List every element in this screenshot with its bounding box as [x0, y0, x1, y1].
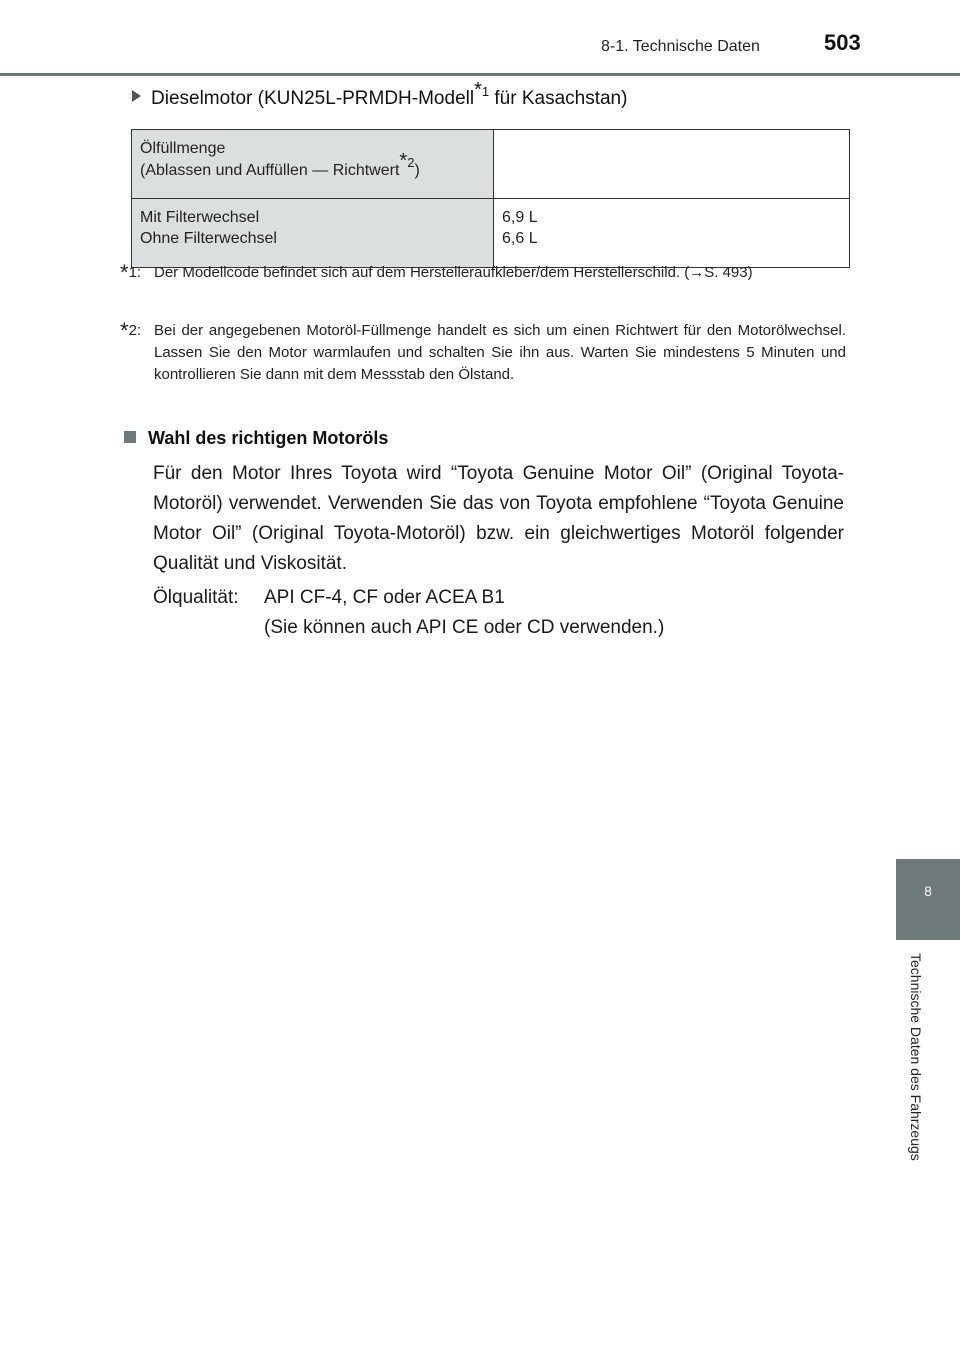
row-label: Ohne Filterwechsel	[140, 230, 277, 247]
spec-value: API CF-4, CF oder ACEA B1	[264, 587, 505, 608]
footnote-text: Der Modellcode befindet sich auf dem Herstelleraufkleber/dem Herstellerschild. (→S. 493)	[154, 264, 753, 281]
chapter-number: 8	[924, 883, 932, 899]
table-header-row	[132, 130, 850, 199]
row-label: Mit Filterwechsel	[140, 209, 260, 226]
table-label-cell	[132, 199, 494, 268]
oil-quality-line	[153, 587, 505, 609]
footnote-1	[120, 262, 846, 284]
row-value: 6,9 L	[502, 209, 538, 226]
footnote-mark: *2:	[120, 318, 142, 343]
oil-capacity-table	[131, 129, 850, 268]
footnote-2	[120, 320, 846, 386]
table-header-cell	[132, 130, 494, 199]
spec-label: Ölqualität:	[153, 587, 239, 608]
subheading-text: Dieselmotor (KUN25L-PRMDH-Modell	[151, 88, 475, 109]
footnote-ref-1: *1	[474, 79, 490, 101]
engine-subheading	[132, 79, 628, 110]
table-header-value-cell	[494, 130, 850, 199]
oil-quality-note: (Sie können auch API CE oder CD verwenden.)	[264, 617, 665, 638]
header-line-1: Ölfüllmenge	[140, 140, 226, 157]
table-value-cell	[494, 199, 850, 268]
row-value: 6,6 L	[502, 230, 538, 247]
chapter-title: Technische Daten des Fahrzeugs	[908, 953, 924, 1161]
page-number: 503	[824, 30, 861, 55]
square-bullet-icon	[124, 431, 136, 443]
triangle-bullet-icon	[132, 90, 141, 102]
header-line-2: (Ablassen und Auffüllen — Richtwert$^{*2}$)	[140, 150, 420, 179]
subheading-text-after: für Kasachstan)	[489, 88, 628, 109]
footnote-text: Bei der angegebenen Motoröl-Füllmenge handelt es sich um einen Richtwert für den Motorölwechsel. Lassen Sie den Motor warmlaufen und schalten Sie ihn aus. Warten Sie mindestens 5 Minuten und kontrollieren Sie dann mit dem Messstab den Ölstand.	[154, 322, 846, 383]
chapter-tab[interactable]	[896, 859, 960, 940]
footnote-mark: *1:	[120, 260, 142, 285]
section-paragraph: Für den Motor Ihres Toyota wird “Toyota Genuine Motor Oil” (Original Toyota-Motoröl) verwendet. Verwenden Sie das von Toyota empfohlene “Toyota Genuine Motor Oil” (Original Toyota-Motoröl) bzw. ein gleichwertiges Motoröl folgender Qualität und Viskosität.	[153, 463, 844, 574]
section-heading: Wahl des richtigen Motoröls	[124, 428, 388, 449]
table-row	[132, 199, 850, 268]
footnote-ref-2: *2	[399, 150, 415, 172]
header-divider	[0, 73, 960, 76]
header-section-title: 8-1. Technische Daten	[601, 38, 760, 55]
